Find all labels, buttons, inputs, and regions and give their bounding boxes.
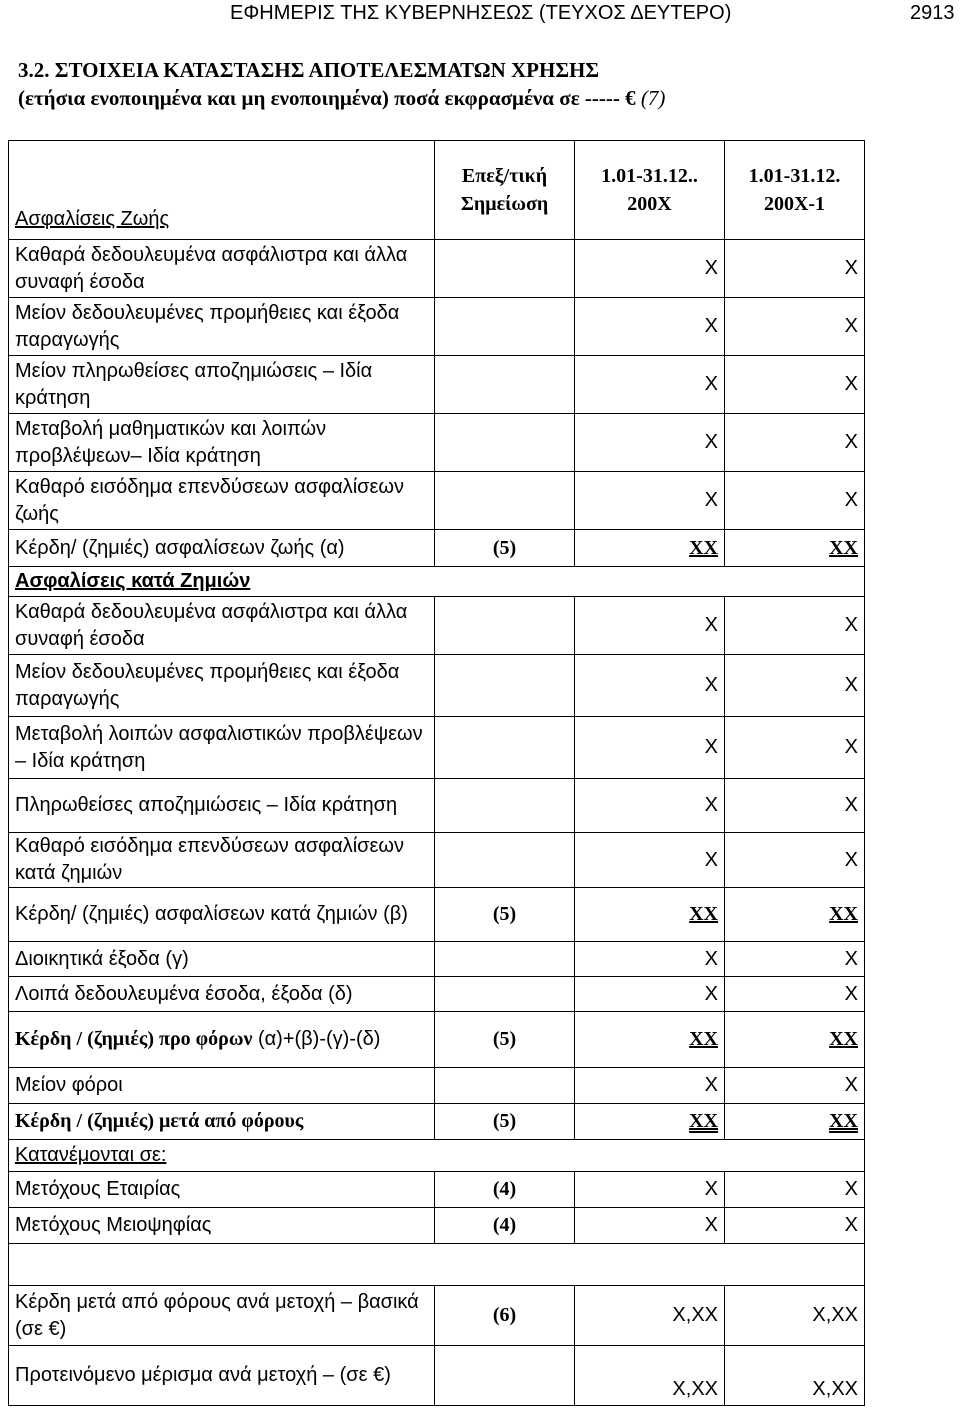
section-title-note: (7): [640, 86, 666, 110]
aftertax-row: Κέρδη / (ζημιές) μετά από φόρους (5) ΧΧ ΧΧ: [9, 1104, 865, 1140]
table-row: Καθαρό εισόδημα επενδύσεων ασφαλίσεων κατά ζημιών Χ Χ: [9, 833, 865, 888]
admin-row: Διοικητικά έξοδα (γ) Χ Χ: [9, 942, 865, 977]
allocated-row: Κατανέμονται σε:: [9, 1140, 865, 1172]
page-number: 2913: [910, 2, 955, 24]
table-row: Καθαρό εισόδημα επενδύσεων ασφαλίσεων ζωής Χ Χ: [9, 472, 865, 530]
table-row: Μεταβολή λοιπών ασφαλιστικών προβλέψεων – Ιδία κράτηση Χ Χ: [9, 717, 865, 779]
page-header: [0, 2, 960, 28]
damage-heading-row: [9, 567, 865, 597]
table-header-row: [9, 141, 865, 240]
section-title-line2: (ετήσια ενοποιημένα και μη ενοποιημένα) ποσά εκφρασμένα σε ----- € (7): [18, 86, 666, 110]
shareholders-row: Μετόχους Εταιρίας (4) Χ Χ: [9, 1172, 865, 1208]
taxes-row: Μείον φόροι Χ Χ: [9, 1068, 865, 1104]
life-result-row: Κέρδη/ (ζημιές) ασφαλίσεων ζωής (α) (5) ΧΧ ΧΧ: [9, 530, 865, 567]
eps-row: Κέρδη μετά από φόρους ανά μετοχή – βασικά (σε €) (6) Χ,ΧΧ Χ,ΧΧ: [9, 1286, 865, 1346]
table-row: Καθαρά δεδουλευμένα ασφάλιστρα και άλλα συναφή έσοδα Χ Χ: [9, 240, 865, 298]
table-row: Μείον δεδουλευμένες προμήθειες και έξοδα παραγωγής Χ Χ: [9, 655, 865, 717]
section-title-line1: 3.2. ΣΤΟΙΧΕΙΑ ΚΑΤΑΣΤΑΣΗΣ ΑΠΟΤΕΛΕΣΜΑΤΩΝ ΧΡΗΣΗΣ: [18, 58, 600, 82]
table-row: Μεταβολή μαθηματικών και λοιπών προβλέψεων– Ιδία κράτηση Χ Χ: [9, 414, 865, 472]
col-note-header: Επεξ/τική Σημείωση: [435, 141, 575, 240]
life-heading: Ασφαλίσεις Ζωής: [15, 208, 170, 230]
dividend-row: Προτεινόμενο μέρισμα ανά μετοχή – (σε €) Χ,ΧΧ Χ,ΧΧ: [9, 1346, 865, 1406]
damage-heading: Ασφαλίσεις κατά Ζημιών: [15, 570, 251, 592]
spacer-row: [9, 1244, 865, 1286]
other-row: Λοιπά δεδουλευμένα έσοδα, έξοδα (δ) Χ Χ: [9, 977, 865, 1012]
section-title: [18, 56, 665, 112]
table-row: Πληρωθείσες αποζημιώσεις – Ιδία κράτηση Χ Χ: [9, 779, 865, 833]
damage-result-row: Κέρδη/ (ζημιές) ασφαλίσεων κατά ζημιών (β) (5) ΧΧ ΧΧ: [9, 888, 865, 942]
table-row: Μείον δεδουλευμένες προμήθειες και έξοδα παραγωγής Χ Χ: [9, 298, 865, 356]
col-current-header: 1.01-31.12.. 200Χ: [575, 141, 725, 240]
table-row: Μείον πληρωθείσες αποζημιώσεις – Ιδία κράτηση Χ Χ: [9, 356, 865, 414]
pretax-row: Κέρδη / (ζημιές) προ φόρων (α)+(β)-(γ)-(δ) (5) ΧΧ ΧΧ: [9, 1012, 865, 1068]
table-row: Καθαρά δεδουλευμένα ασφάλιστρα και άλλα συναφή έσοδα Χ Χ: [9, 597, 865, 655]
minority-row: Μετόχους Μειοψηφίας (4) Χ Χ: [9, 1208, 865, 1244]
income-statement-table: [8, 140, 865, 1406]
gazette-title: ΕΦΗΜΕΡΙΣ ΤΗΣ ΚΥΒΕΡΝΗΣΕΩΣ (ΤΕΥΧΟΣ ΔΕΥΤΕΡΟ): [230, 2, 732, 24]
col-previous-header: 1.01-31.12. 200Χ-1: [725, 141, 865, 240]
